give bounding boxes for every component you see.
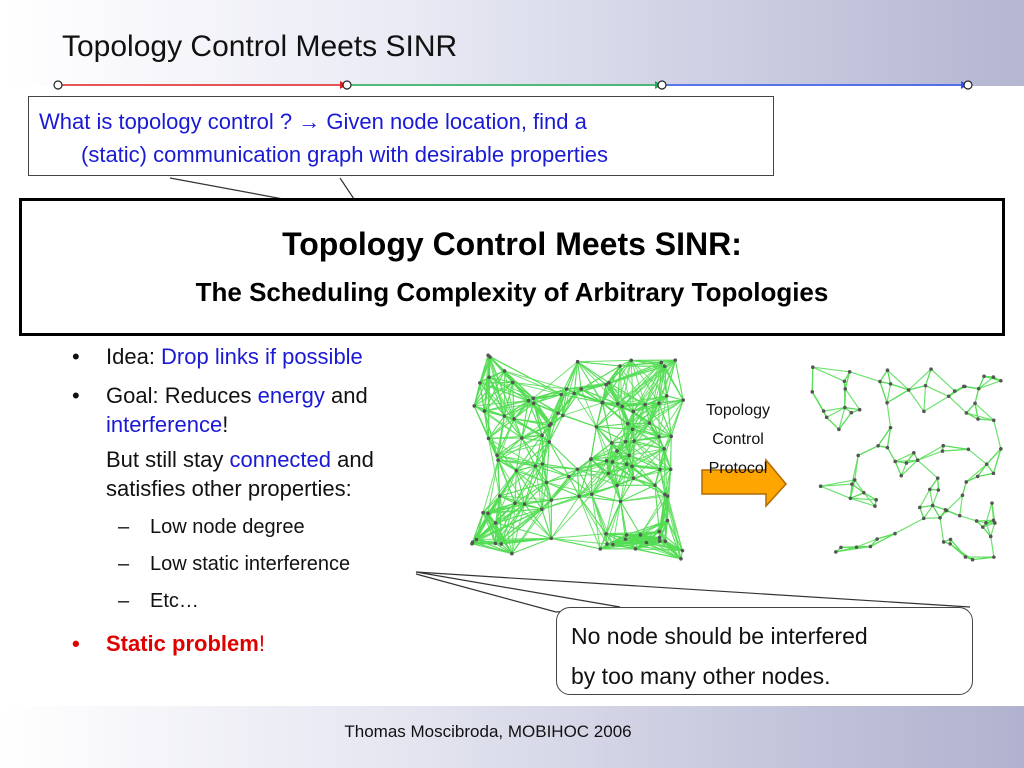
graph-node (472, 404, 476, 408)
graph-edge (933, 490, 939, 505)
graph-node (878, 380, 882, 384)
graph-edge (606, 485, 617, 533)
graph-node (999, 379, 1003, 383)
graph-edge (591, 459, 592, 494)
graph-node (503, 369, 507, 373)
graph-node (634, 547, 638, 551)
graph-edge (634, 441, 635, 478)
graph-node (916, 458, 920, 462)
graph-node (873, 504, 877, 508)
graph-node (534, 464, 538, 468)
graph-node (611, 460, 615, 464)
sparse-network-graph (810, 365, 1002, 561)
graph-edge (855, 480, 864, 493)
graph-node (811, 365, 815, 369)
graph-node (632, 439, 636, 443)
graph-edge (947, 495, 963, 510)
graph-node (963, 385, 967, 389)
graph-node (577, 494, 581, 498)
graph-node (905, 461, 909, 465)
graph-node (662, 447, 666, 451)
graph-node (834, 550, 838, 554)
graph-node (967, 447, 971, 451)
graph-node (855, 545, 859, 549)
graph-node (843, 380, 847, 384)
graph-node (549, 537, 553, 541)
graph-node (639, 533, 643, 537)
graph-node (545, 481, 549, 485)
bullet-dot-icon: • (72, 344, 80, 369)
graph-node (595, 425, 599, 429)
graph-node (495, 453, 499, 457)
graph-node (876, 444, 880, 448)
graph-node (944, 508, 948, 512)
graph-node (999, 447, 1003, 451)
graph-node (965, 411, 969, 415)
graph-node (658, 536, 662, 540)
graph-node (487, 437, 491, 441)
graph-edge (960, 516, 977, 521)
graph-node (550, 498, 554, 502)
graph-edge (931, 369, 955, 391)
graph-node (941, 449, 945, 453)
graph-edge (943, 446, 968, 450)
graph-node (498, 494, 502, 498)
graph-node (848, 370, 852, 374)
graph-node (624, 440, 628, 444)
graph-node (850, 482, 854, 486)
graph-node (874, 498, 878, 502)
graph-edge (887, 390, 909, 403)
graph-node (610, 441, 614, 445)
graph-node (625, 533, 629, 537)
graph-edge (949, 396, 967, 413)
graph-node (843, 406, 847, 410)
sub-item: – Etc… (118, 590, 199, 612)
graph-node (607, 381, 611, 385)
bullet-goal: • Goal: Reduces energy and interference! (72, 383, 368, 437)
graph-node (992, 472, 996, 476)
graph-node (971, 558, 975, 562)
graph-node (947, 394, 951, 398)
graph-node (663, 493, 667, 497)
graph-node (514, 469, 518, 473)
graph-node (572, 392, 576, 396)
graph-node (547, 440, 551, 444)
graph-node (976, 475, 980, 479)
graph-edge (895, 518, 924, 533)
graph-node (931, 504, 935, 508)
graph-edge (966, 464, 986, 482)
graph-node (843, 387, 847, 391)
graph-node (885, 401, 889, 405)
graph-node (889, 382, 893, 386)
graph-node (936, 476, 940, 480)
graph-edge (551, 494, 592, 538)
bullet-idea: • Idea: Drop links if possible (72, 344, 363, 369)
bullet-dot-icon: • (72, 631, 80, 656)
graph-node (523, 502, 527, 506)
graph-node (907, 388, 911, 392)
graph-node (984, 521, 988, 525)
bullet-static-problem: • Static problem! (72, 631, 265, 656)
graph-edge (968, 449, 986, 464)
graph-node (511, 381, 515, 385)
graph-edge (569, 477, 579, 497)
graph-node (576, 467, 580, 471)
graph-node (918, 506, 922, 510)
graph-edge (821, 486, 851, 498)
slide-title: Topology Control Meets SINR (62, 30, 458, 63)
graph-node (982, 375, 986, 379)
graph-node (653, 483, 657, 487)
graph-node (839, 546, 843, 550)
graph-node (590, 492, 594, 496)
graph-node (579, 387, 583, 391)
graph-node (657, 435, 661, 439)
graph-edge (930, 489, 933, 505)
graph-edge (591, 427, 596, 459)
graph-edge (966, 403, 975, 413)
graph-node (648, 421, 652, 425)
graph-node (532, 402, 536, 406)
graph-edge (924, 396, 949, 411)
graph-node (548, 424, 552, 428)
graph-node (632, 476, 636, 480)
graph-edge (965, 387, 979, 389)
graph-edge (578, 360, 632, 361)
graph-node (605, 459, 609, 463)
graph-node (615, 449, 619, 453)
graph-edge (994, 420, 1001, 449)
graph-node (657, 401, 661, 405)
graph-edge (920, 489, 930, 507)
graph-node (893, 460, 897, 464)
callout-line2: (static) communication graph with desirable properties (81, 142, 609, 167)
graph-edge (924, 518, 940, 519)
graph-node (666, 519, 670, 523)
graph-node (496, 458, 500, 462)
graph-edge (850, 493, 863, 499)
bullet-dot-icon: • (72, 383, 80, 408)
paper-title: Topology Control Meets SINR: (282, 226, 742, 262)
graph-node (858, 408, 862, 412)
graph-node (990, 501, 994, 505)
graph-node (985, 462, 989, 466)
graph-node (856, 454, 860, 458)
graph-node (669, 435, 673, 439)
graph-edge (515, 471, 516, 503)
graph-node (605, 542, 609, 546)
graph-node (541, 462, 545, 466)
graph-node (488, 355, 492, 359)
graph-edge (858, 446, 878, 456)
graph-edge (827, 417, 839, 429)
graph-node (810, 390, 814, 394)
graph-node (560, 393, 564, 397)
graph-node (540, 507, 544, 511)
graph-node (607, 472, 611, 476)
graph-edge (850, 372, 880, 382)
graph-node (964, 555, 968, 559)
graph-edge (977, 520, 994, 521)
graph-edge (930, 478, 938, 489)
graph-node (630, 464, 634, 468)
graph-node (645, 541, 649, 545)
graph-node (629, 359, 633, 363)
graph-edge (942, 449, 968, 451)
arrow-icon: → (298, 109, 321, 134)
graph-node (657, 530, 661, 534)
graph-edge (950, 544, 965, 557)
graph-node (837, 428, 841, 432)
graph-edge (920, 505, 933, 507)
graph-node (975, 519, 979, 523)
graph-edge (918, 451, 943, 460)
graph-node (556, 411, 560, 415)
graph-node (941, 444, 945, 448)
graph-node (660, 361, 664, 365)
graph-node (992, 518, 996, 522)
graph-node (937, 488, 941, 492)
bullet-goal-continuation: But still stay connected and satisfies other properties: (106, 447, 374, 501)
graph-node (598, 547, 602, 551)
graph-edge (895, 461, 901, 475)
sub-item: – Low static interference (118, 553, 351, 575)
graph-node (822, 409, 826, 413)
graph-node (624, 537, 628, 541)
graph-edge (926, 386, 949, 397)
graph-edge (947, 511, 960, 516)
graph-node (658, 468, 662, 472)
graph-node (620, 405, 624, 409)
graph-node (513, 501, 517, 505)
graph-edge (592, 494, 621, 501)
graph-node (616, 402, 620, 406)
paper-subtitle: The Scheduling Complexity of Arbitrary Topologies (195, 277, 829, 307)
graph-node (487, 375, 491, 379)
graph-edge (592, 494, 600, 549)
graph-node (679, 557, 683, 561)
sub-item: – Low node degree (118, 516, 305, 538)
graph-node (494, 521, 498, 525)
graph-node (567, 475, 571, 479)
graph-node (964, 480, 968, 484)
graph-edge (918, 460, 938, 478)
graph-node (604, 532, 608, 536)
graph-node (992, 555, 996, 559)
graph-edge (940, 518, 944, 542)
graph-node (483, 409, 487, 413)
footer-text: Thomas Moscibroda, MOBIHOC 2006 (344, 722, 632, 741)
graph-edge (880, 370, 888, 381)
graph-node (626, 422, 630, 426)
graph-node (958, 514, 962, 518)
energy-keyword: energy (257, 383, 325, 408)
graph-node (869, 545, 873, 549)
graph-node (615, 484, 619, 488)
graph-node (961, 493, 965, 497)
graph-node (886, 446, 890, 450)
graph-edge (551, 538, 600, 549)
graph-edge (909, 390, 924, 411)
graph-node (618, 364, 622, 368)
graph-node (664, 539, 668, 543)
graph-edge (578, 362, 603, 403)
graph-node (681, 549, 685, 553)
graph-node (853, 478, 857, 482)
graph-node (481, 511, 485, 515)
graph-node (475, 538, 479, 542)
graph-node (510, 552, 514, 556)
callout-line1-suffix: Given node location, find a (320, 109, 587, 134)
graph-node (532, 396, 536, 400)
graph-node (540, 433, 544, 437)
graph-edge (880, 382, 887, 403)
graph-node (981, 525, 985, 529)
interference-callout: No node should be interfered by too many other nodes. (556, 607, 973, 695)
graph-node (899, 474, 903, 478)
graph-node (849, 496, 853, 500)
graph-node (625, 462, 629, 466)
graph-node (486, 512, 490, 516)
graph-edge (918, 446, 944, 460)
graph-node (862, 491, 866, 495)
callout-line1-prefix: What is topology control ? (39, 109, 299, 134)
graph-node (631, 428, 635, 432)
graph-node (893, 532, 897, 536)
graph-node (665, 394, 669, 398)
static-problem-label: Static problem (106, 631, 259, 656)
graph-edge (596, 424, 627, 427)
graph-edge (845, 372, 849, 389)
graph-node (669, 467, 673, 471)
graph-edge (887, 384, 890, 403)
graph-node (977, 387, 981, 391)
graph-node (942, 540, 946, 544)
graph-edge (975, 389, 979, 404)
graph-node (643, 403, 647, 407)
graph-node (973, 401, 977, 405)
graph-node (819, 484, 823, 488)
graph-node (471, 540, 475, 544)
graph-node (561, 414, 565, 418)
graph-node (565, 387, 569, 391)
graph-edge (812, 367, 813, 392)
graph-node (627, 454, 631, 458)
graph-node (601, 401, 605, 405)
graph-node (912, 451, 916, 455)
graph-node (681, 398, 685, 402)
graph-edge (991, 523, 995, 536)
graph-node (929, 367, 933, 371)
graph-node (673, 358, 677, 362)
graph-node (576, 360, 580, 364)
graph-edge (887, 448, 895, 462)
graph-node (938, 516, 942, 520)
graph-edge (845, 389, 859, 410)
graph-node (928, 488, 932, 492)
graph-node (478, 381, 482, 385)
graph-node (658, 539, 662, 543)
graph-node (924, 384, 928, 388)
graph-node (499, 542, 503, 546)
graph-edge (962, 482, 966, 495)
graph-node (992, 375, 996, 379)
graph-node (922, 517, 926, 521)
graph-node (875, 537, 879, 541)
graph-node (922, 410, 926, 414)
graph-edge (924, 505, 933, 518)
connected-keyword: connected (229, 447, 332, 472)
graph-node (989, 535, 993, 539)
graph-node (976, 417, 980, 421)
graph-node (520, 436, 524, 440)
graph-node (512, 417, 516, 421)
idea-value: Drop links if possible (161, 344, 363, 369)
graph-edge (578, 362, 620, 366)
dense-network-graph (470, 354, 685, 561)
graph-node (992, 418, 996, 422)
graph-node (619, 500, 623, 504)
graph-node (889, 426, 893, 430)
graph-node (949, 538, 953, 542)
graph-edge (991, 536, 994, 557)
graph-node (494, 542, 498, 546)
interference-keyword: interference (106, 412, 223, 437)
graph-node (825, 416, 829, 420)
graph-node (503, 414, 507, 418)
graph-node (953, 389, 957, 393)
graph-node (589, 457, 593, 461)
graph-node (850, 411, 854, 415)
graph-edge (924, 386, 926, 412)
graph-node (948, 542, 952, 546)
topology-control-protocol-label: Topology Control Protocol (705, 402, 771, 477)
graph-node (527, 399, 531, 403)
graph-node (663, 364, 667, 368)
graph-edge (887, 403, 890, 428)
graph-node (886, 368, 890, 372)
graph-node (632, 410, 636, 414)
graph-node (611, 543, 615, 547)
graph-edge (563, 415, 597, 426)
graph-edge (579, 496, 600, 549)
graph-edge (592, 494, 606, 534)
